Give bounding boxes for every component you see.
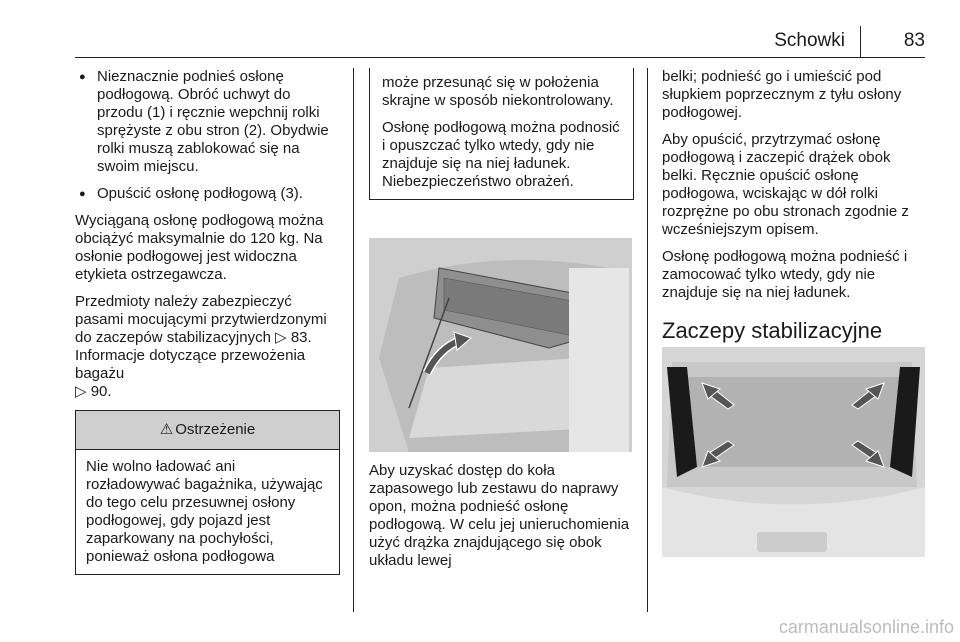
column-1 bbox=[75, 68, 340, 575]
warning-title: Ostrzeżenie bbox=[175, 421, 256, 438]
page-ref-icon: ▷ bbox=[75, 383, 91, 400]
paragraph: Przedmioty należy zabezpieczyć pasami mocującymi przytwierdzonymi do zaczepów stabilizacyjnych ▷ 83. Informacje dotyczące przewożenia bagażu ▷ 90. bbox=[75, 293, 327, 400]
header-rule bbox=[75, 57, 925, 58]
paragraph: belki; podnieść go i umieścić pod słupkiem poprzecznym z tyłu osłony podłogowej. bbox=[662, 68, 902, 121]
column-3 bbox=[662, 68, 927, 358]
warning-body bbox=[76, 449, 339, 574]
floor-cover-illustration bbox=[369, 238, 632, 452]
warning-header bbox=[76, 410, 339, 449]
paragraph: Wyciąganą osłonę podłogową można obciążyć maksymalnie do 120 kg. Na osłonie podłogowej jest widoczna etykieta ostrzegawcza. bbox=[75, 212, 324, 283]
column-divider-1 bbox=[353, 68, 354, 612]
bullet-item: ● Opuścić osłonę podłogową (3). bbox=[75, 185, 340, 203]
page-ref-icon: ▷ bbox=[275, 329, 291, 346]
column-divider-2 bbox=[647, 68, 648, 612]
watermark: carmanualsonline.info bbox=[778, 617, 954, 637]
page-ref-link[interactable]: 90 bbox=[90, 383, 108, 400]
warning-icon: ⚠ bbox=[159, 421, 174, 438]
warning-text: może przesunąć się w położenia skrajne w sposób niekontrolowany. bbox=[382, 74, 614, 109]
paragraph: Osłonę podłogową można podnieść i zamocować tylko wtedy, gdy nie znajduje się na niej ładunek. bbox=[662, 248, 908, 301]
column-2 bbox=[369, 68, 634, 200]
header-divider bbox=[860, 26, 861, 57]
column-2-lower bbox=[369, 462, 634, 579]
warning-text: Osłonę podłogową można podnosić i opuszczać tylko wtedy, gdy nie znajduje się na niej ładunek. Niebezpieczeństwo obrażeń. bbox=[382, 119, 620, 190]
warning-text: Nie wolno ładować ani rozładowywać bagażnika, używając do tego celu przesuwnej osłony podłogowej, gdy pojazd jest zaparkowany na pochyłości, ponieważ osłona podłogowa bbox=[86, 458, 323, 565]
cargo-hooks-illustration bbox=[662, 347, 925, 557]
section-title: Schowki bbox=[774, 30, 845, 51]
warning-box bbox=[75, 410, 340, 575]
page-header bbox=[75, 26, 925, 56]
paragraph: Aby uzyskać dostęp do koła zapasowego lub zestawu do naprawy opon, można podnieść osłonę podłogową. W celu jej unieruchomienia użyć drążka znajdującego się obok układu lewej bbox=[369, 462, 630, 569]
page-ref-link[interactable]: 83 bbox=[290, 329, 308, 346]
paragraph: Aby opuścić, przytrzymać osłonę podłogową i zaczepić drążek obok belki. Ręcznie opuścić osłonę podłogowa, wciskając w dół rolki rozprężne po obu stronach zgodnie z wcześniejszym opisem. bbox=[662, 131, 909, 238]
section-heading: Zaczepy stabilizacyjne bbox=[662, 318, 883, 343]
page-number: 83 bbox=[903, 30, 925, 51]
bullet-item: ● Nieznacznie podnieś osłonę podłogową. Obróć uchwyt do przodu (1) i ręcznie wepchnij rolki sprężyste z obu stron (2). Obydwie rolki muszą zablokować się na swoim miejscu. bbox=[75, 68, 340, 176]
warning-box-continued bbox=[369, 68, 634, 200]
